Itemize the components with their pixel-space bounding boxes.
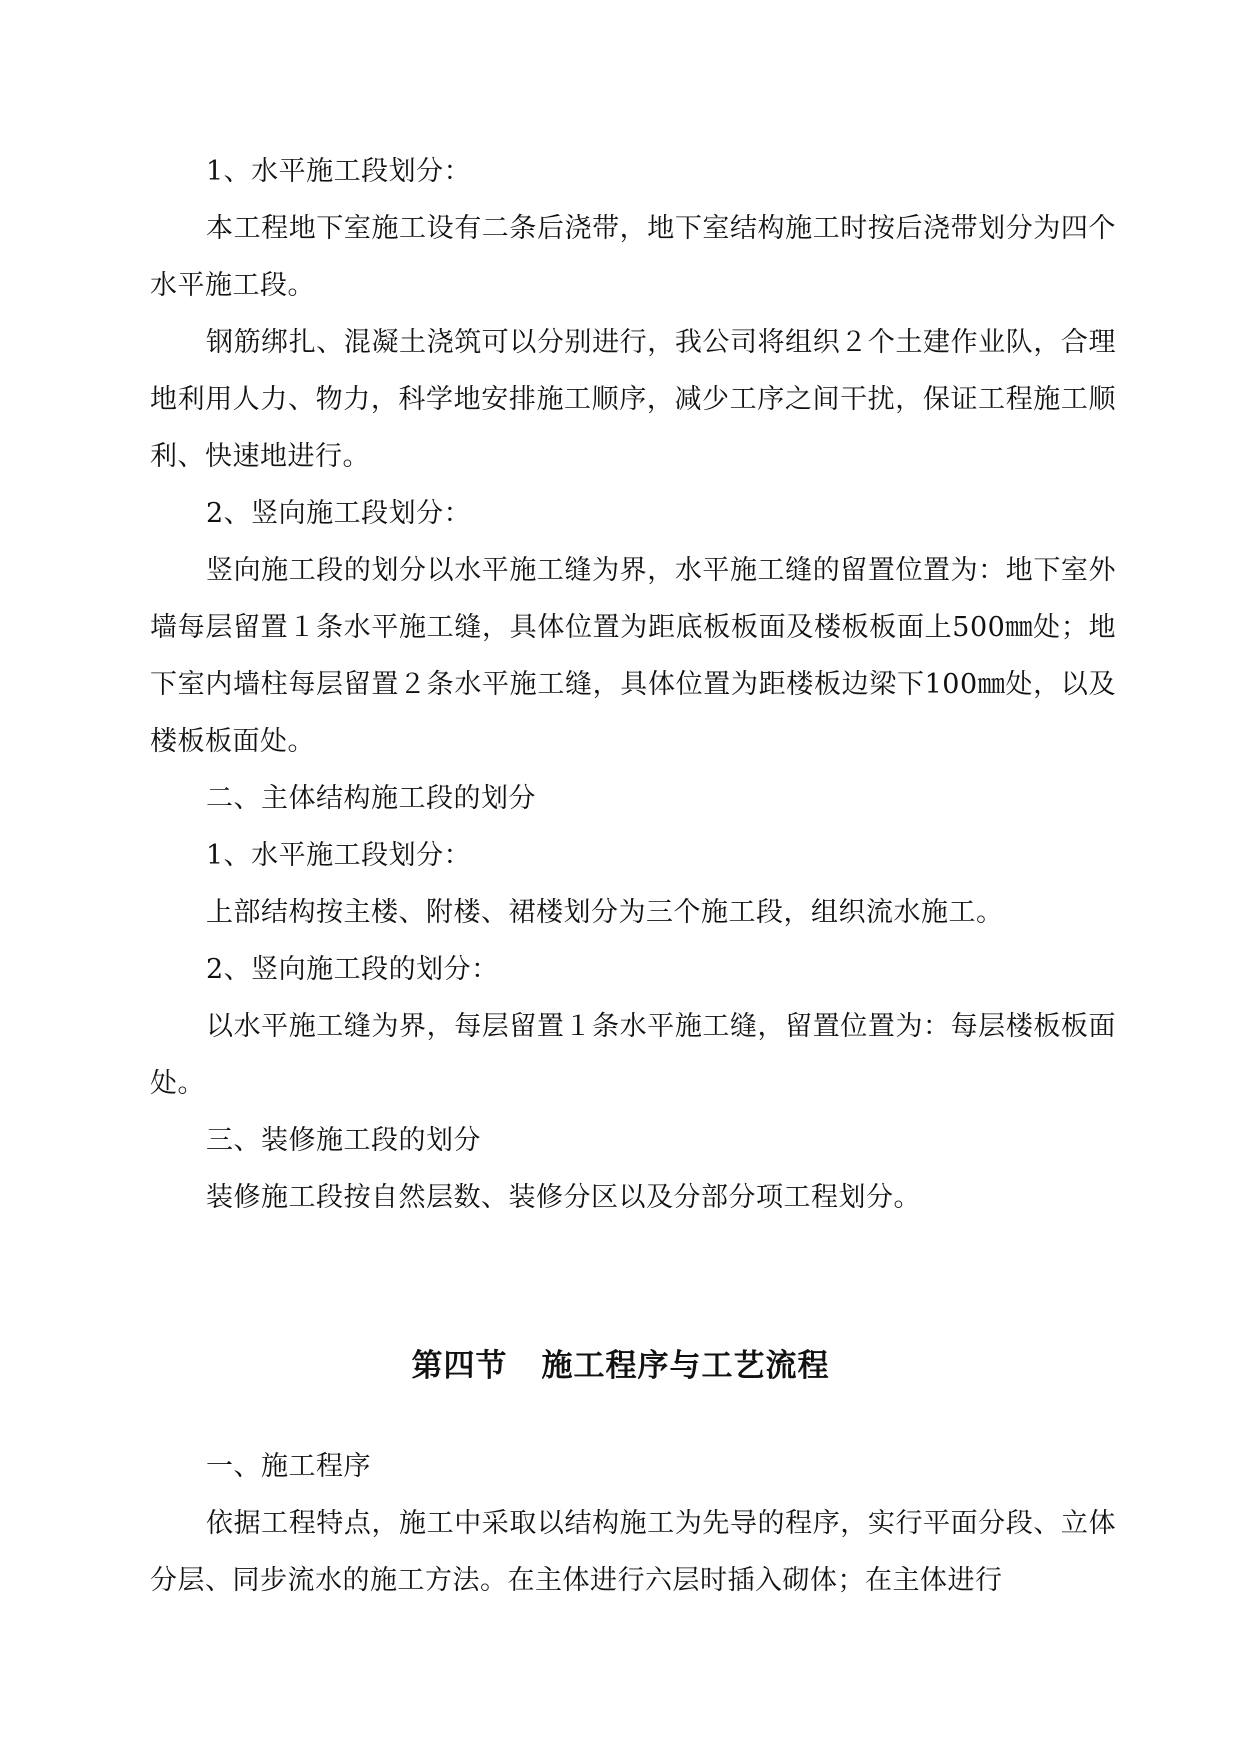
paragraph-main-horizontal-heading: 1、水平施工段划分： <box>206 840 472 871</box>
paragraph-decoration-heading: 三、装修施工段的划分 <box>206 1125 481 1156</box>
paragraph-procedure-heading: 一、施工程序 <box>206 1451 371 1482</box>
paragraph-horizontal-segment-heading: 1、水平施工段划分： <box>206 156 472 187</box>
paragraph-rebar-concrete: 钢筋绑扎、混凝土浇筑可以分别进行，我公司将组织２个土建作业队，合理地利用人力、物力，科学地安排施工顺序，减少工序之间干扰，保证工程施工顺利、快速地进行。 <box>150 327 1116 472</box>
section-number: 第四节 <box>411 1348 508 1384</box>
section-title: 施工程序与工艺流程 <box>541 1348 830 1384</box>
paragraph-decoration-detail: 装修施工段按自然层数、装修分区以及分部分项工程划分。 <box>206 1182 921 1213</box>
paragraph-main-structure-heading: 二、主体结构施工段的划分 <box>206 783 536 814</box>
paragraph-basement-segments: 本工程地下室施工设有二条后浇带，地下室结构施工时按后浇带划分为四个水平施工段。 <box>150 213 1116 301</box>
body-text-bottom <box>150 1438 1116 1609</box>
paragraph-procedure-detail: 依据工程特点，施工中采取以结构施工为先导的程序，实行平面分段、立体分层、同步流水的施工方法。在主体进行六层时插入砌体；在主体进行 <box>150 1508 1116 1596</box>
paragraph-main-horizontal-detail: 上部结构按主楼、附楼、裙楼划分为三个施工段，组织流水施工。 <box>206 897 1004 928</box>
section-heading <box>0 1336 1241 1396</box>
paragraph-main-vertical-heading: 2、竖向施工段的划分： <box>206 954 499 985</box>
body-text-top <box>150 143 1116 1226</box>
paragraph-vertical-segment-heading: 2、竖向施工段划分： <box>206 498 472 529</box>
paragraph-main-vertical-detail: 以水平施工缝为界，每层留置１条水平施工缝，留置位置为：每层楼板板面处。 <box>150 1011 1116 1099</box>
paragraph-vertical-segment-detail: 竖向施工段的划分以水平施工缝为界，水平施工缝的留置位置为：地下室外墙每层留置１条水平施工缝，具体位置为距底板板面及楼板板面上500㎜处；地下室内墙柱每层留置２条水平施工缝，具体位置为距楼板边梁下100㎜处，以及楼板板面处。 <box>150 555 1116 757</box>
